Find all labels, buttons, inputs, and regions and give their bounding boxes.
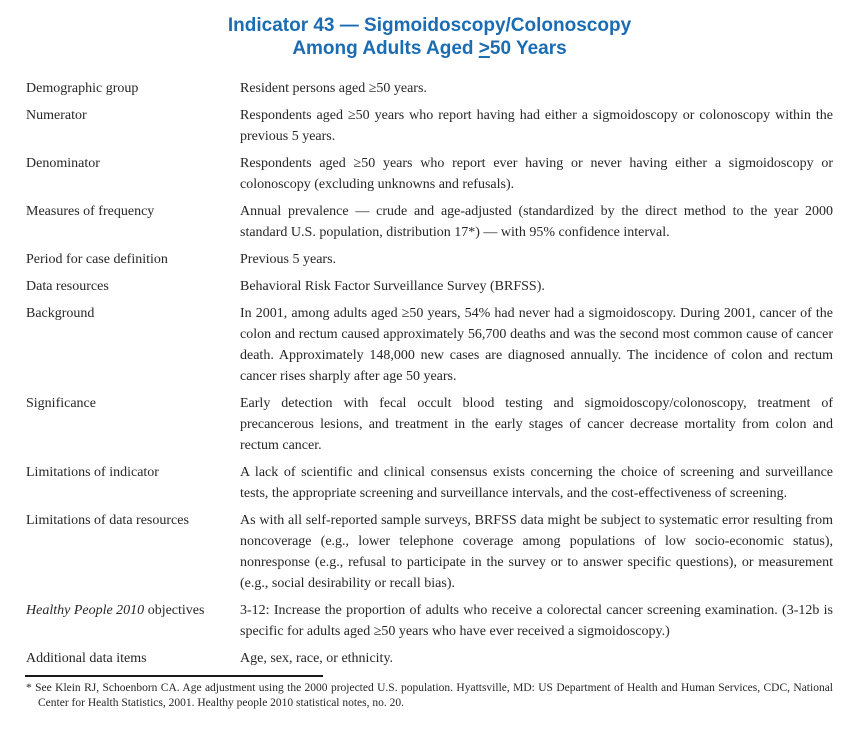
row-value: Annual prevalence — crude and age-adjusted (standardized by the direct method to the year 2000 standard U.S. population, distribution 17*) — with 95% confidence interval.: [240, 204, 833, 240]
row-label: Background: [26, 306, 95, 321]
definition-list: [26, 78, 833, 669]
row-value: As with all self-reported sample surveys, BRFSS data might be subject to systematic error resulting from noncoverage (e.g., lower telephone coverage among populations of low socio-economic status), nonresponse (e.g., refusal to participate in the survey or to answer specific questions), or measurement (e.g., social desirability or recall bias).: [240, 513, 833, 591]
footnote-text: See Klein RJ, Schoenborn CA. Age adjustment using the 2000 projected U.S. population. Hyattsville, MD: US Department of Health and Human Services, CDC, National Center for Health Statistics, 2001. Healthy people 2010 statistical notes, no. 20.: [35, 682, 833, 709]
row-value: In 2001, among adults aged ≥50 years, 54% had never had a sigmoidoscopy. During 2001, cancer of the colon and rectum caused approximately 56,700 deaths and was the second most common cause of cancer death. Approximately 148,000 new cases are diagnosed annually. The incidence of colon and rectum cancer rises sharply after age 50 years.: [240, 306, 833, 384]
row-data-resources: [26, 276, 833, 297]
row-value: Age, sex, race, or ethnicity.: [240, 651, 394, 666]
row-value: Behavioral Risk Factor Surveillance Survey (BRFSS).: [240, 279, 545, 294]
row-demographic-group: [26, 78, 833, 99]
row-label: Measures of frequency: [26, 204, 155, 219]
title-line-2: Among Adults Aged >50 Years: [292, 38, 567, 59]
row-numerator: [26, 105, 833, 147]
row-limitations-of-indicator: [26, 462, 833, 504]
row-label: Healthy People 2010 objectives: [26, 603, 205, 618]
row-label: Significance: [26, 396, 96, 411]
row-label: Limitations of indicator: [26, 465, 159, 480]
row-limitations-of-data-resources: [26, 510, 833, 594]
row-label: Numerator: [26, 108, 87, 123]
row-value: Previous 5 years.: [240, 252, 337, 267]
row-label: Period for case definition: [26, 252, 168, 267]
row-value: A lack of scientific and clinical consensus exists concerning the choice of screening and surveillance tests, the appropriate screening and surveillance intervals, and the cost-effectiveness of screening.: [240, 465, 833, 501]
row-value: 3-12: Increase the proportion of adults who receive a colorectal cancer screening examination. (3-12b is specific for adults aged ≥50 years who have ever received a sigmoidoscopy.): [240, 603, 833, 639]
row-label: Data resources: [26, 279, 109, 294]
row-label: Denominator: [26, 156, 100, 171]
row-significance: [26, 393, 833, 456]
row-healthy-people-2010-objectives: [26, 600, 833, 642]
row-background: [26, 303, 833, 387]
page-title: [26, 14, 833, 60]
footnote: [26, 681, 833, 711]
row-label: Demographic group: [26, 81, 139, 96]
title-line-1: Indicator 43 — Sigmoidoscopy/Colonoscopy: [227, 15, 632, 36]
row-additional-data-items: [26, 648, 833, 669]
row-value: Respondents aged ≥50 years who report ever having or never having either a sigmoidoscopy or colonoscopy (excluding unknowns and refusals).: [240, 156, 833, 192]
footnote-marker: *: [26, 682, 32, 694]
row-value: Early detection with fecal occult blood testing and sigmoidoscopy/colonoscopy, treatment of precancerous lesions, and treatment in the early stages of cancer decrease mortality from colon and rectum cancer.: [240, 396, 833, 453]
footnote-divider: [25, 675, 323, 677]
row-value: Resident persons aged ≥50 years.: [240, 81, 427, 96]
row-denominator: [26, 153, 833, 195]
greater-equal-symbol: >: [478, 38, 490, 59]
row-value: Respondents aged ≥50 years who report having had either a sigmoidoscopy or colonoscopy within the previous 5 years.: [240, 108, 833, 144]
row-label: Limitations of data resources: [26, 513, 189, 528]
row-measures-of-frequency: [26, 201, 833, 243]
row-period-for-case-definition: [26, 249, 833, 270]
row-label: Additional data items: [26, 651, 147, 666]
